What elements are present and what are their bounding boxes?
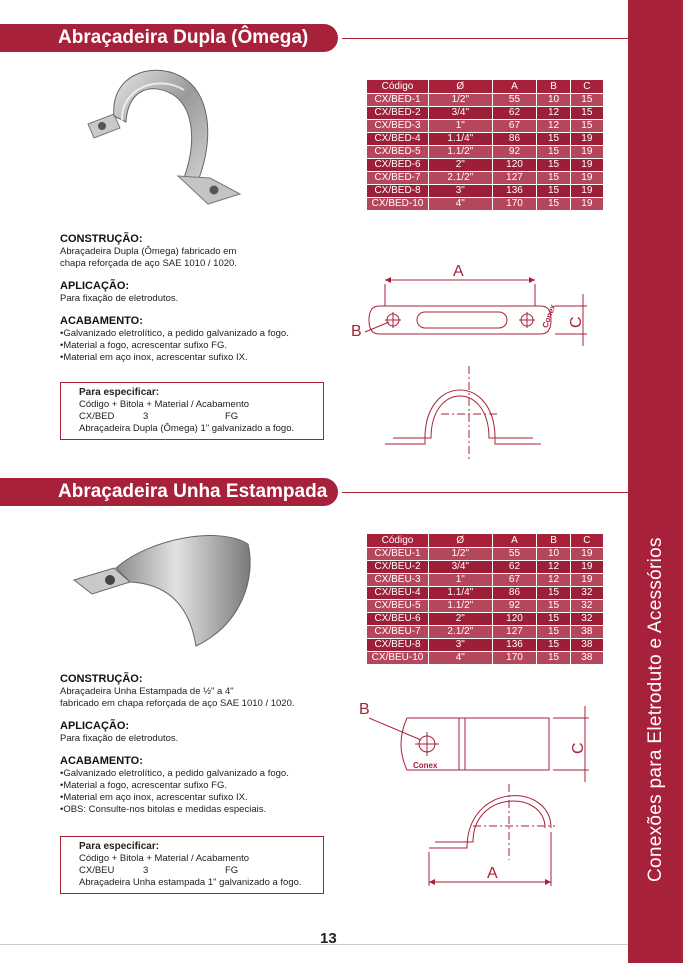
cell: 1.1/4"	[429, 587, 493, 600]
cell: 170	[492, 652, 537, 665]
cell: 2.1/2"	[429, 626, 493, 639]
cell: 1.1/2"	[429, 600, 493, 613]
dim-label-b: B	[359, 701, 370, 718]
cell: 170	[492, 198, 537, 211]
cell: 15	[537, 159, 570, 172]
construcao-line: chapa reforçada de aço SAE 1010 / 1020.	[60, 258, 237, 269]
table-header-row	[367, 534, 604, 548]
especificar-code: CX/BED	[79, 411, 115, 422]
cell: CX/BED-6	[367, 159, 429, 172]
cell: 10	[537, 548, 570, 561]
cell: CX/BEU-8	[367, 639, 429, 652]
table-row	[367, 639, 604, 652]
cell: 19	[570, 133, 603, 146]
especificar-label: Para especificar:	[79, 387, 160, 398]
title-divider	[342, 38, 628, 39]
cell: 1.1/4"	[429, 133, 493, 146]
footer-divider	[0, 944, 628, 945]
cell: 3"	[429, 185, 493, 198]
cell: CX/BEU-5	[367, 600, 429, 613]
cell: CX/BED-10	[367, 198, 429, 211]
cell: 67	[492, 574, 537, 587]
section-title-unha: Abraçadeira Unha Estampada	[0, 478, 338, 506]
description-dupla	[60, 233, 360, 364]
cell: 4"	[429, 652, 493, 665]
dim-label-c: C	[568, 316, 585, 328]
cell: 15	[537, 587, 570, 600]
cell: 19	[570, 172, 603, 185]
col-a: A	[492, 534, 537, 548]
cell: 12	[537, 574, 570, 587]
cell: CX/BEU-6	[367, 613, 429, 626]
cell: 15	[537, 613, 570, 626]
table-row	[367, 561, 604, 574]
cell: 15	[570, 94, 603, 107]
especificar-bitola: 3	[143, 865, 149, 876]
cell: CX/BED-1	[367, 94, 429, 107]
cell: CX/BED-5	[367, 146, 429, 159]
cell: 15	[537, 639, 570, 652]
cell: 120	[492, 613, 537, 626]
acabamento-item: • Galvanizado eletrolítico, a pedido galvanizado a fogo.	[60, 328, 360, 340]
especificar-material: FG	[225, 411, 239, 422]
cell: 62	[492, 107, 537, 120]
cell: 19	[570, 198, 603, 211]
cell: 12	[537, 107, 570, 120]
clamp-side-view	[385, 390, 541, 444]
cell: 15	[537, 652, 570, 665]
spec-table-unha	[366, 533, 604, 665]
omega-clamp-image	[80, 66, 250, 216]
acabamento-label: ACABAMENTO:	[60, 755, 143, 767]
technical-drawing-dupla	[345, 256, 595, 466]
cell: CX/BEU-7	[367, 626, 429, 639]
especificar-formula: Código + Bitola + Material / Acabamento	[79, 853, 250, 864]
acabamento-item: • Material a fogo, acrescentar sufixo FG.	[60, 780, 360, 792]
clamp-side-view	[429, 796, 551, 848]
col-codigo: Código	[367, 80, 429, 94]
construcao-line: Abraçadeira Unha Estampada de ½" a 4"	[60, 686, 234, 697]
col-diametro: Ø	[429, 534, 493, 548]
cell: 19	[570, 159, 603, 172]
cell: 3/4"	[429, 107, 493, 120]
construcao-label: CONSTRUÇÃO:	[60, 233, 143, 245]
especificar-label: Para especificar:	[79, 841, 160, 852]
cell: 15	[537, 172, 570, 185]
cell: 67	[492, 120, 537, 133]
aplicacao-text: Para fixação de eletrodutos.	[60, 733, 179, 744]
cell: 55	[492, 548, 537, 561]
cell: 127	[492, 626, 537, 639]
table-row	[367, 120, 604, 133]
cell: CX/BED-3	[367, 120, 429, 133]
cell: 1/2"	[429, 548, 493, 561]
logo-text: Conex	[540, 303, 558, 330]
col-b: B	[537, 80, 570, 94]
cell: CX/BED-7	[367, 172, 429, 185]
dim-label-a: A	[453, 263, 464, 280]
technical-drawing-unha	[355, 700, 595, 895]
cell: 19	[570, 146, 603, 159]
acabamento-label: ACABAMENTO:	[60, 315, 143, 327]
cell: 2"	[429, 159, 493, 172]
cell: CX/BEU-10	[367, 652, 429, 665]
cell: 15	[537, 146, 570, 159]
cell: 4"	[429, 198, 493, 211]
cell: 62	[492, 561, 537, 574]
cell: 1/2"	[429, 94, 493, 107]
acabamento-item: • Material em aço inox, acrescentar sufixo IX.	[60, 352, 360, 364]
dim-label-b: B	[351, 323, 362, 340]
cell: 15	[537, 626, 570, 639]
cell: 15	[537, 600, 570, 613]
cell: 15	[537, 185, 570, 198]
cell: 120	[492, 159, 537, 172]
dim-label-a: A	[487, 865, 498, 882]
construcao-line: fabricado em chapa reforçada de aço SAE 1010 / 1020.	[60, 698, 295, 709]
cell: 15	[570, 107, 603, 120]
cell: 10	[537, 94, 570, 107]
cell: 1"	[429, 120, 493, 133]
construcao-label: CONSTRUÇÃO:	[60, 673, 143, 685]
acabamento-item: • Galvanizado eletrolítico, a pedido galvanizado a fogo.	[60, 768, 360, 780]
cell: 38	[570, 639, 603, 652]
table-row	[367, 652, 604, 665]
cell: 2.1/2"	[429, 172, 493, 185]
cell: CX/BED-2	[367, 107, 429, 120]
col-c: C	[570, 534, 603, 548]
cell: CX/BED-8	[367, 185, 429, 198]
table-row	[367, 548, 604, 561]
cell: 92	[492, 146, 537, 159]
acabamento-item: • OBS: Consulte-nos bitolas e medidas especiais.	[60, 804, 360, 816]
especificar-material: FG	[225, 865, 239, 876]
cell: CX/BEU-4	[367, 587, 429, 600]
especificar-values	[79, 411, 323, 423]
table-row	[367, 133, 604, 146]
cell: 15	[537, 198, 570, 211]
aplicacao-label: APLICAÇÃO:	[60, 720, 130, 732]
cell: 136	[492, 185, 537, 198]
logo-text: Conex	[413, 761, 438, 770]
cell: 86	[492, 133, 537, 146]
table-row	[367, 600, 604, 613]
side-bar	[628, 0, 683, 963]
cell: CX/BEU-1	[367, 548, 429, 561]
table-row	[367, 574, 604, 587]
table-row	[367, 185, 604, 198]
cell: 19	[570, 574, 603, 587]
table-row	[367, 159, 604, 172]
especificar-box-dupla	[60, 382, 324, 440]
cell: 1"	[429, 574, 493, 587]
table-header-row	[367, 80, 604, 94]
aplicacao-label: APLICAÇÃO:	[60, 280, 130, 292]
especificar-code: CX/BEU	[79, 865, 115, 876]
col-diametro: Ø	[429, 80, 493, 94]
table-row	[367, 198, 604, 211]
cell: 136	[492, 639, 537, 652]
acabamento-item: • Material em aço inox, acrescentar sufixo IX.	[60, 792, 360, 804]
cell: 127	[492, 172, 537, 185]
especificar-example: Abraçadeira Unha estampada 1" galvanizado a fogo.	[79, 877, 302, 888]
cell: 92	[492, 600, 537, 613]
col-c: C	[570, 80, 603, 94]
acabamento-item: • Material a fogo, acrescentar sufixo FG.	[60, 340, 360, 352]
cell: 3"	[429, 639, 493, 652]
construcao-line: Abraçadeira Dupla (Ômega) fabricado em	[60, 246, 237, 257]
cell: 2"	[429, 613, 493, 626]
cell: 12	[537, 120, 570, 133]
especificar-example: Abraçadeira Dupla (Ômega) 1" galvanizado a fogo.	[79, 423, 295, 434]
table-row	[367, 613, 604, 626]
description-unha	[60, 673, 360, 816]
especificar-box-unha	[60, 836, 324, 894]
col-a: A	[492, 80, 537, 94]
cell: 19	[570, 548, 603, 561]
side-title: Conexões para Eletroduto e Acessórios	[644, 536, 666, 882]
cell: 3/4"	[429, 561, 493, 574]
cell: 15	[537, 133, 570, 146]
aplicacao-text: Para fixação de eletrodutos.	[60, 293, 179, 304]
cell: CX/BEU-2	[367, 561, 429, 574]
especificar-values	[79, 865, 323, 877]
table-row	[367, 146, 604, 159]
spec-table-dupla	[366, 79, 604, 211]
table-row	[367, 587, 604, 600]
cell: 32	[570, 600, 603, 613]
col-codigo: Código	[367, 534, 429, 548]
especificar-formula: Código + Bitola + Material / Acabamento	[79, 399, 250, 410]
page-number: 13	[320, 930, 337, 947]
cell: 38	[570, 652, 603, 665]
cell: CX/BEU-3	[367, 574, 429, 587]
cell: 19	[570, 561, 603, 574]
table-row	[367, 107, 604, 120]
col-b: B	[537, 534, 570, 548]
cell: 86	[492, 587, 537, 600]
cell: 32	[570, 613, 603, 626]
cell: 1.1/2"	[429, 146, 493, 159]
cell: CX/BED-4	[367, 133, 429, 146]
title-divider	[342, 492, 628, 493]
cell: 19	[570, 185, 603, 198]
cell: 15	[570, 120, 603, 133]
cell: 32	[570, 587, 603, 600]
table-row	[367, 626, 604, 639]
unha-clamp-image	[70, 528, 260, 648]
table-row	[367, 94, 604, 107]
cell: 12	[537, 561, 570, 574]
cell: 38	[570, 626, 603, 639]
dim-label-c: C	[570, 742, 587, 754]
especificar-bitola: 3	[143, 411, 149, 422]
table-row	[367, 172, 604, 185]
cell: 55	[492, 94, 537, 107]
section-title-dupla: Abraçadeira Dupla (Ômega)	[0, 24, 338, 52]
